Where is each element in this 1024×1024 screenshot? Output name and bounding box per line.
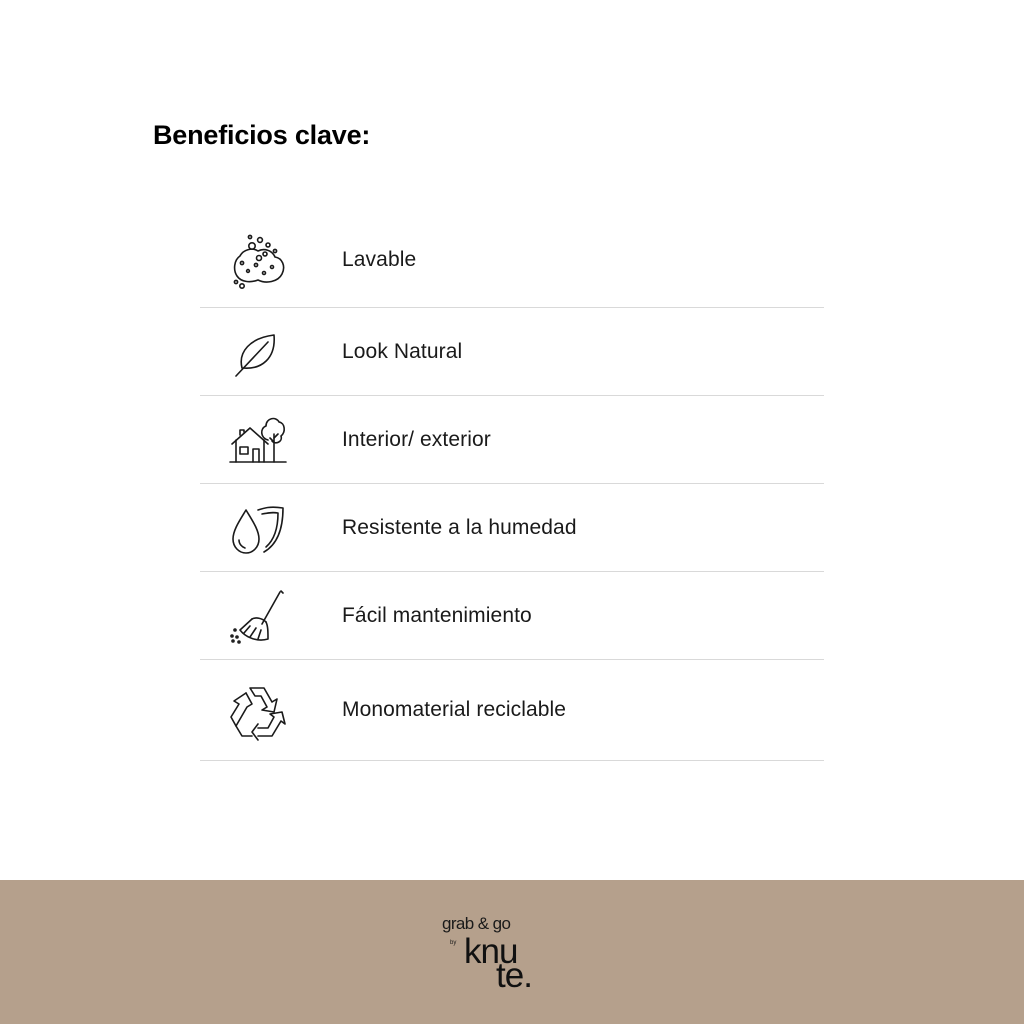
page-title: Beneficios clave: — [153, 120, 371, 150]
sponge-bubbles-icon — [227, 229, 289, 291]
list-item — [200, 396, 824, 484]
list-item — [200, 212, 824, 308]
logo-grab-and-go: grab & go — [442, 914, 511, 933]
benefit-label-look-natural: Look Natural — [342, 339, 463, 363]
benefit-label-humedad: Resistente a la humedad — [342, 515, 577, 539]
footer-band — [0, 880, 1024, 1024]
benefit-label-lavable: Lavable — [342, 247, 417, 271]
recycle-icon — [227, 679, 289, 741]
list-item — [200, 308, 824, 396]
brand-logo — [442, 910, 552, 1000]
logo-by: by — [450, 940, 457, 946]
list-item — [200, 660, 824, 761]
benefit-label-mantenimiento: Fácil mantenimiento — [342, 603, 532, 627]
benefit-label-interior-exterior: Interior/ exterior — [342, 427, 491, 451]
water-drop-shield-icon — [227, 497, 289, 559]
house-tree-icon — [227, 409, 289, 471]
benefit-label-reciclable: Monomaterial reciclable — [342, 698, 567, 721]
list-item — [200, 572, 824, 660]
logo-knu: knu — [464, 932, 518, 971]
logo-te: te. — [496, 956, 532, 995]
broom-icon — [227, 585, 289, 647]
list-item — [200, 484, 824, 572]
benefits-list — [200, 212, 824, 761]
leaf-icon — [227, 321, 289, 383]
